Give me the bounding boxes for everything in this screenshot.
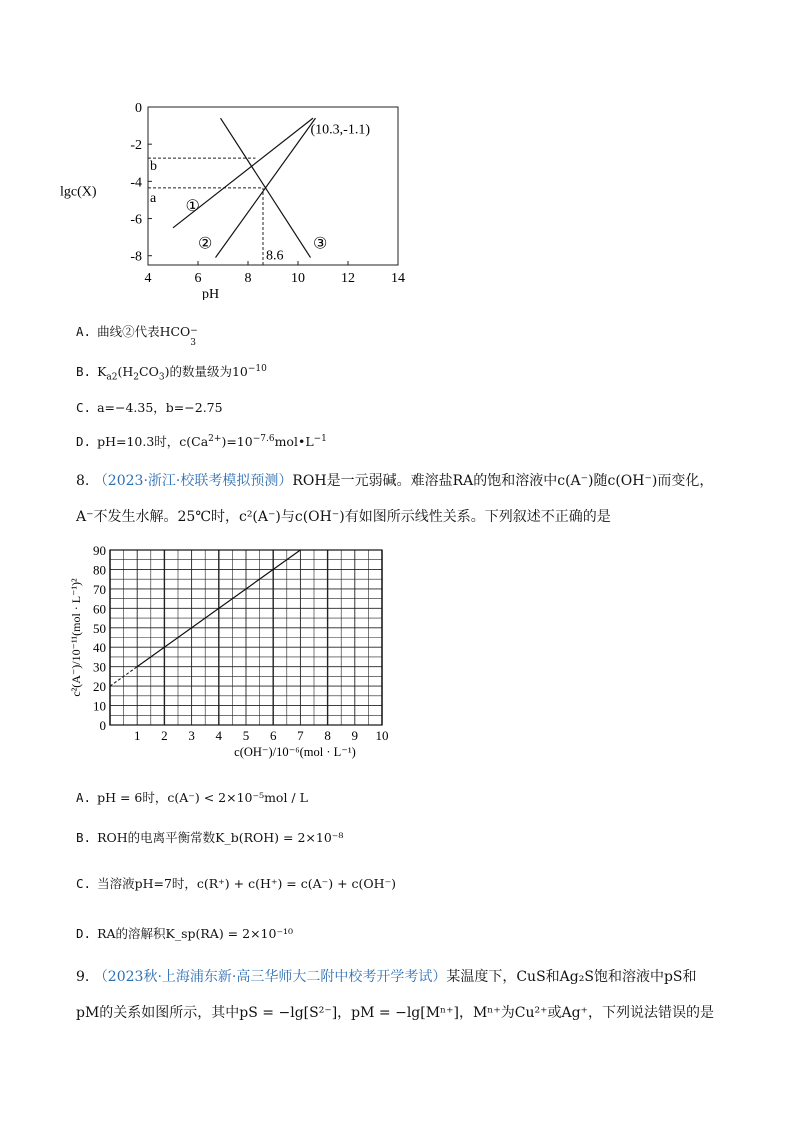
superscript: −1: [313, 433, 327, 444]
y-tick-label: 20: [93, 679, 106, 695]
x-tick-label: 6: [194, 271, 202, 286]
x-tick-label: 4: [215, 728, 223, 743]
x-tick-label: 7: [297, 728, 304, 743]
x-tick-label: 10: [291, 271, 305, 286]
question-text: ROH是一元弱碱。难溶盐RA的饱和溶液中c(A⁻)随c(OH⁻)而变化，: [292, 473, 714, 489]
series-label-1: ①: [185, 198, 200, 216]
y-tick-label: -4: [130, 175, 142, 191]
x-tick-label: 4: [144, 271, 152, 286]
y-tick-label: 0: [99, 718, 106, 733]
ref-label-a: a: [150, 190, 157, 206]
option-letter: C.: [76, 400, 92, 415]
q9-stem-line2: [76, 1002, 714, 1022]
q8-option-b[interactable]: [76, 828, 343, 846]
x-tick-label: 3: [188, 728, 195, 743]
superscript: −: [190, 326, 198, 336]
y-tick-label: 50: [93, 620, 106, 636]
x-tick-label: 8: [244, 271, 252, 286]
question-text: 某温度下，CuS和Ag₂S饱和溶液中pS和: [446, 969, 697, 985]
x-tick-label: 5: [242, 728, 250, 743]
y-tick-label: 70: [93, 581, 106, 597]
q8-option-c[interactable]: [76, 874, 396, 892]
option-text: a=−4.35，b=−2.75: [97, 400, 223, 415]
q9-stem-line1: [76, 966, 697, 986]
question-text: pM的关系如图所示，其中pS = −lg[S²⁻]，pM = −lg[Mⁿ⁺]，Mⁿ⁺为Cu²⁺或Ag⁺，下列说法错误的是: [76, 1005, 714, 1021]
y-tick-label: -6: [130, 212, 142, 228]
question-number: 9.: [76, 969, 90, 985]
y-tick-label: 30: [93, 659, 106, 675]
q8-option-a[interactable]: [76, 788, 308, 806]
option-text: ROH的电离平衡常数K_b(ROH) = 2×10⁻⁸: [97, 830, 344, 845]
option-text: K: [97, 364, 107, 379]
option-text: pH=10.3时，c(Ca: [97, 434, 209, 449]
question-source: （2023秋·上海浦东新·高三华师大二附中校考开学考试）: [93, 969, 447, 985]
option-letter: B.: [76, 830, 92, 845]
subscript: 2: [133, 372, 140, 383]
q7-option-d[interactable]: [76, 432, 327, 450]
option-letter: A.: [76, 790, 92, 805]
x-tick-label: 9: [351, 728, 359, 743]
option-text: )的数量级为10: [164, 364, 248, 379]
x-tick-label: 10: [375, 728, 389, 743]
q7-option-c[interactable]: [76, 398, 223, 416]
y-tick-label: 10: [93, 698, 106, 714]
chart-c2a-vs-coh: [68, 538, 408, 768]
y-tick-label: 90: [93, 543, 106, 558]
option-text: pH = 6时，c(A⁻) < 2×10⁻⁵mol / L: [97, 790, 308, 805]
x-tick-label: 1: [133, 728, 141, 743]
y-axis-label: lgc(X): [60, 184, 97, 200]
subscript: 3: [158, 372, 165, 383]
x-tick-label: 12: [341, 271, 355, 286]
x-axis-label: pH: [201, 287, 220, 300]
x-axis-label: c(OH⁻)/10⁻⁶(mol · L⁻¹): [234, 745, 356, 759]
chart-ph-lgc: [60, 95, 420, 300]
series-label-3: ③: [313, 235, 328, 253]
superscript: −10: [247, 363, 267, 374]
option-text: 当溶液pH=7时，c(R⁺) + c(H⁺) = c(A⁻) + c(OH⁻): [97, 876, 397, 891]
superscript: 2+: [208, 433, 222, 444]
x-tick-label: 14: [391, 271, 405, 286]
q7-option-a[interactable]: [76, 322, 199, 348]
q8-option-d[interactable]: [76, 924, 293, 942]
option-letter: A.: [76, 324, 92, 339]
question-source: （2023·浙江·校联考模拟预测）: [93, 473, 293, 489]
question-text: A⁻不发生水解。25℃时，c²(A⁻)与c(OH⁻)有如图所示线性关系。下列叙述不正确的是: [76, 509, 611, 525]
superscript: −7.6: [252, 433, 275, 444]
option-text: CO: [139, 364, 159, 379]
option-text: (H: [117, 364, 134, 379]
x-tick-label: 2: [161, 728, 168, 743]
option-letter: B.: [76, 364, 92, 379]
subscript: a2: [106, 372, 118, 383]
x-tick-label: 8: [324, 728, 331, 743]
point-annotation: (10.3,-1.1): [310, 122, 370, 138]
series-label-2: ②: [198, 235, 213, 253]
option-text: mol•L: [274, 434, 314, 449]
option-text: )=10: [221, 434, 253, 449]
q8-stem-line2: [76, 506, 611, 526]
y-tick-label: 80: [93, 562, 106, 578]
option-letter: D.: [76, 926, 92, 941]
subscript: 3: [190, 338, 197, 348]
option-letter: D.: [76, 434, 92, 449]
y-tick-label: -2: [130, 138, 142, 154]
option-text: RA的溶解积K_sp(RA) = 2×10⁻¹⁰: [97, 926, 294, 941]
y-tick-label: 0: [135, 101, 142, 116]
y-tick-label: 40: [93, 640, 106, 656]
question-number: 8.: [76, 473, 90, 489]
ref-label-b: b: [150, 159, 157, 175]
q8-stem-line1: [76, 470, 713, 490]
y-axis-label: c²(A⁻)/10⁻¹¹(mol · L⁻¹)²: [69, 578, 83, 697]
ref-label-vertical: 8.6: [266, 248, 284, 264]
q7-option-b[interactable]: [76, 362, 267, 383]
option-letter: C.: [76, 876, 92, 891]
option-text: 曲线②代表HCO: [97, 324, 191, 339]
y-tick-label: 60: [93, 601, 106, 617]
y-tick-label: -8: [130, 249, 142, 265]
x-tick-label: 6: [269, 728, 277, 743]
